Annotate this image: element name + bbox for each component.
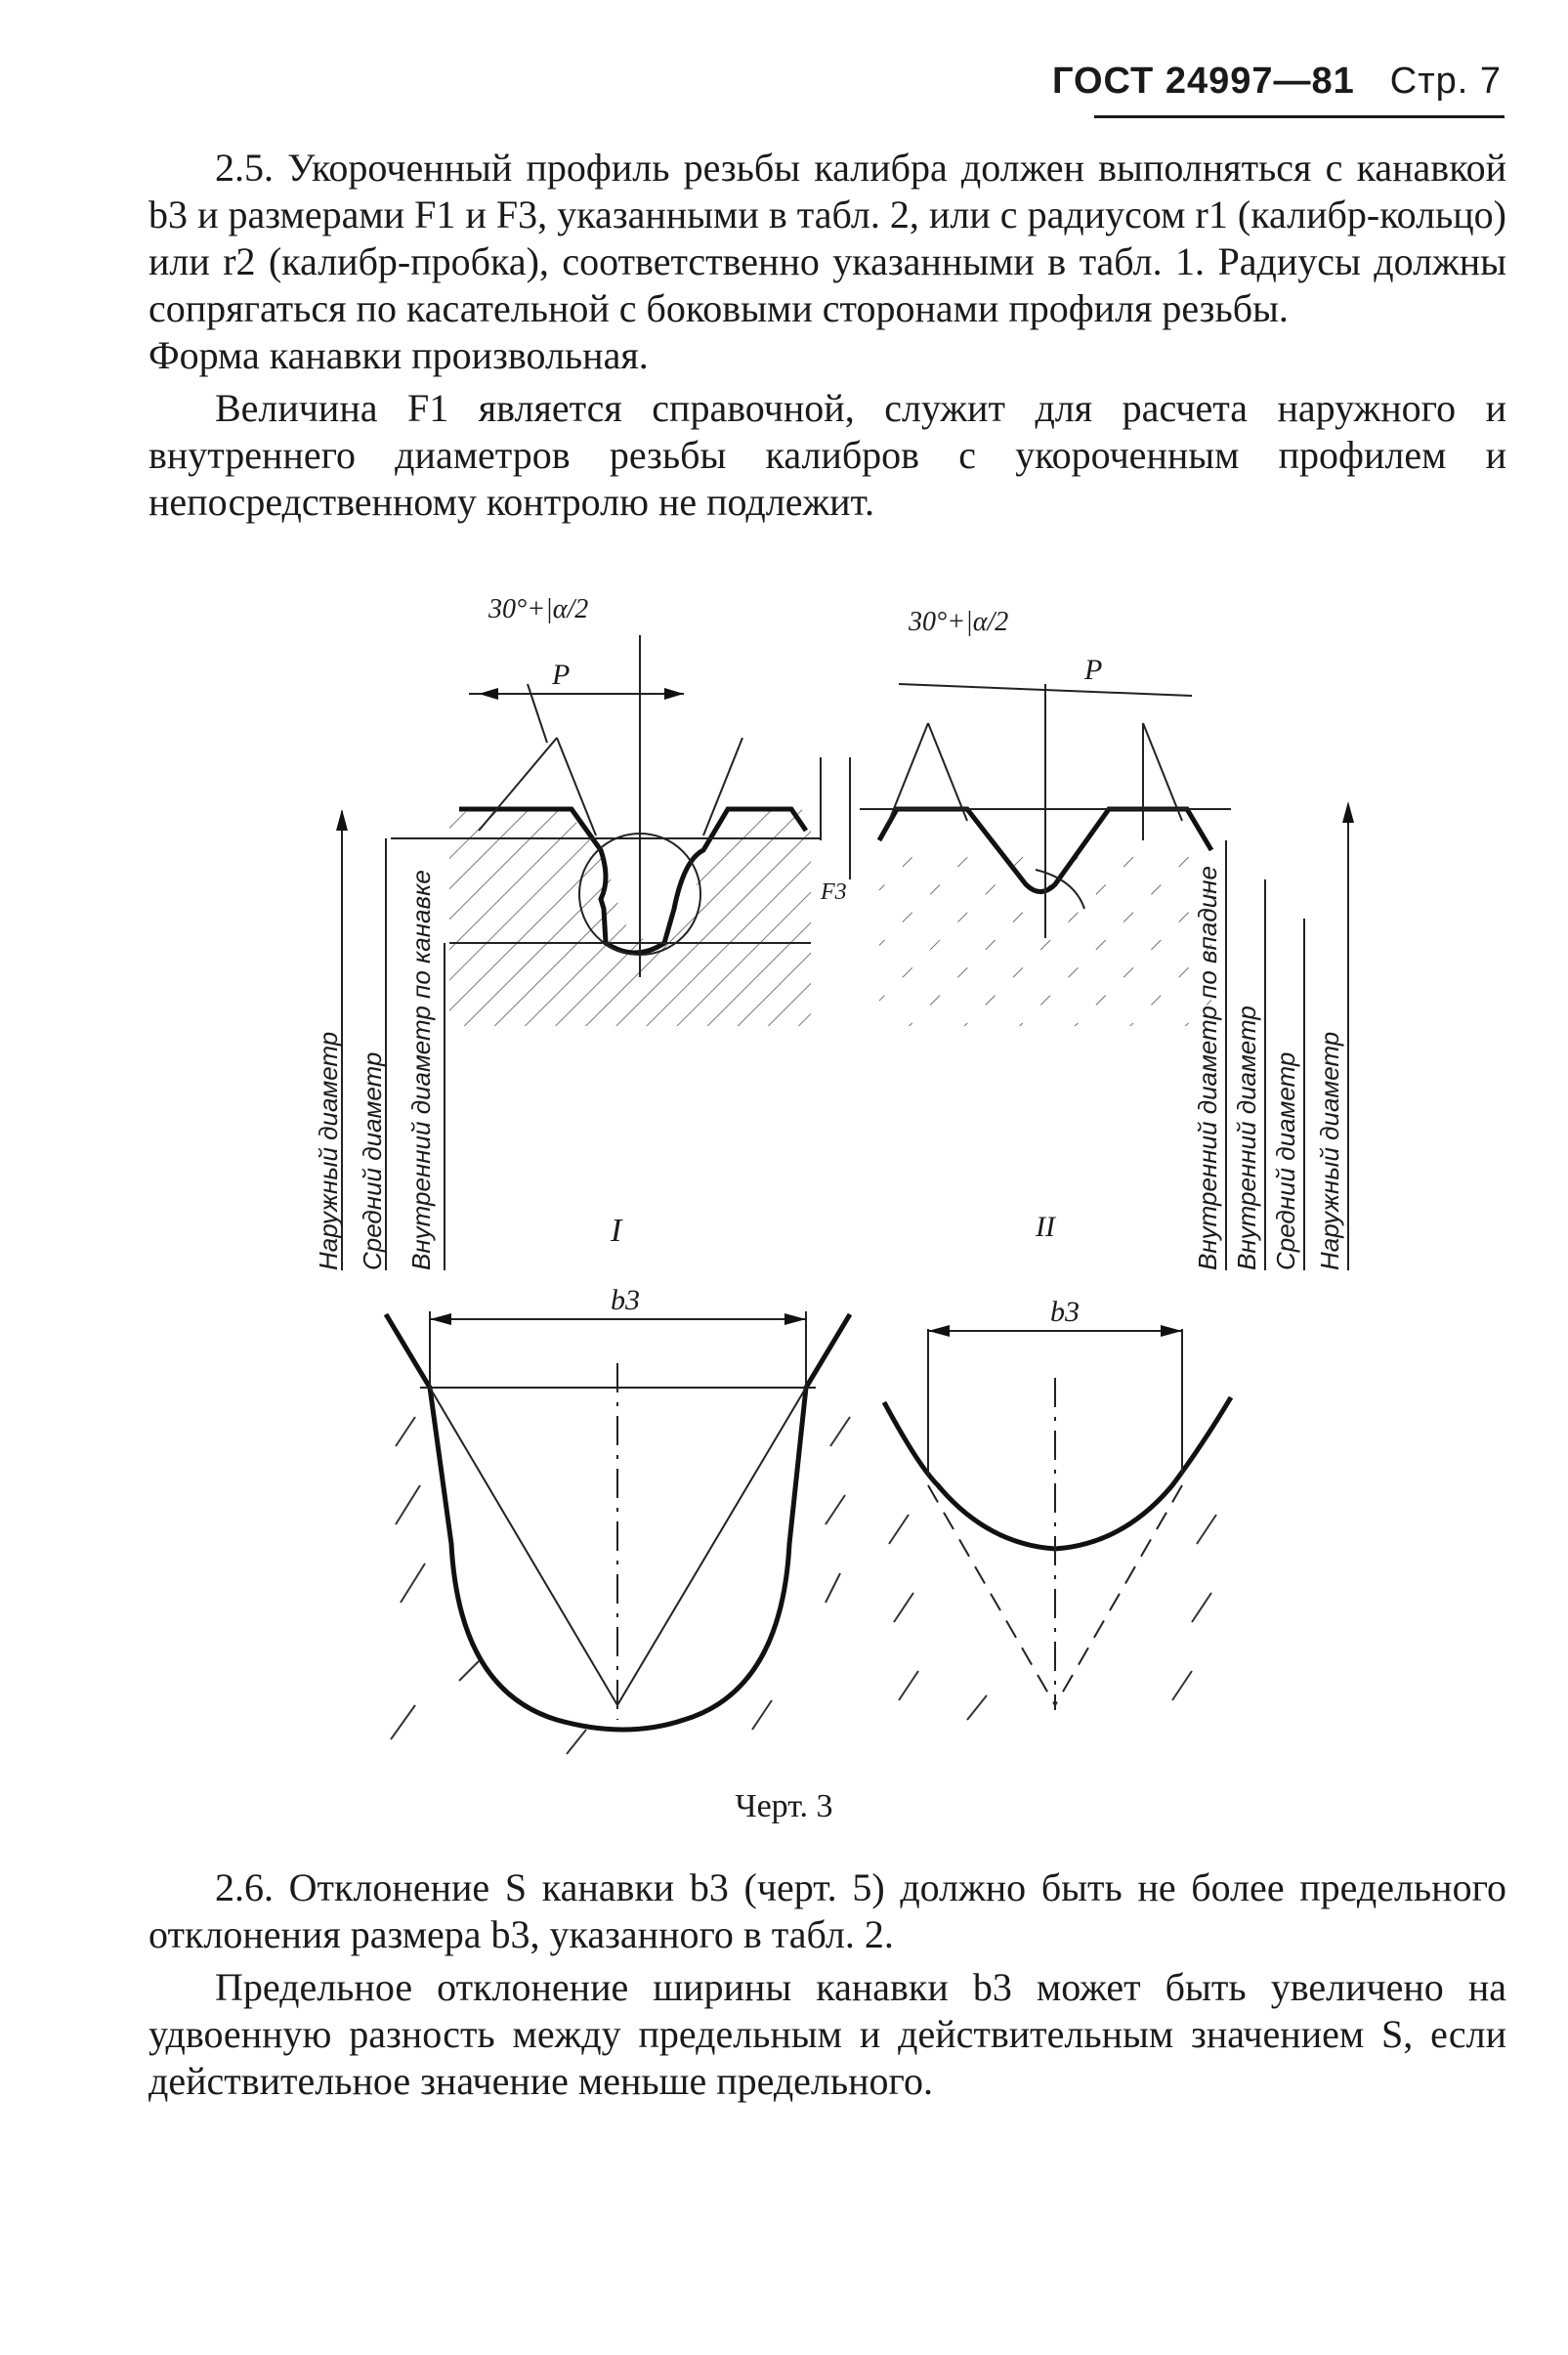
profile-right bbox=[860, 684, 1231, 1026]
paragraph-2-5: 2.5. Укороченный профиль резьбы калибра должен выполняться с канавкой b3 и размерами F1 и F3, указанными в табл. 2, или с радиусом r1 (калибр-кольцо) или r2 (калибр-пробка), соответственно указанными в табл. 1. Радиусы должны сопрягаться по касательной с боковыми сторонами профиля резьбы. bbox=[148, 146, 1506, 330]
label-inner-diameter-root: Внутренний диаметр по впадине bbox=[1193, 866, 1222, 1270]
label-pitch-diameter-left: Средний диаметр bbox=[358, 1051, 387, 1270]
pitch-label-right: P bbox=[1084, 654, 1103, 686]
dimension-b3-right: b3 bbox=[1050, 1296, 1080, 1328]
paragraph-groove-form: Форма канавки произвольная. bbox=[148, 333, 649, 377]
view-label-i: I bbox=[611, 1213, 622, 1249]
paragraph-groove-tolerance: Предельное отклонение ширины канавки b3 может быть увеличено на удвоенную разность между предельным и действительным значением S, если действительное значение меньше предельного. bbox=[148, 1965, 1506, 2103]
text-block-bottom bbox=[148, 1864, 1506, 2105]
standard-number: ГОСТ 24997—81 bbox=[1051, 61, 1355, 102]
dimension-f-label: F3 bbox=[821, 879, 847, 905]
dimension-b3-left: b3 bbox=[611, 1284, 640, 1316]
paragraph-2-6: 2.6. Отклонение S канавки b3 (черт. 5) должно быть не более предельного отклонения размера b3, указанного в табл. 2. bbox=[148, 1865, 1506, 1956]
paragraph-f1: Величина F1 является справочной, служит для расчета наружного и внутреннего диаметров резьбы калибров с укороченным профилем и непосредственному контролю не подлежит. bbox=[148, 386, 1506, 524]
angle-label-left: 30°+|α/2 bbox=[488, 594, 589, 624]
angle-label-right: 30°+|α/2 bbox=[909, 607, 1009, 637]
view-label-ii: II bbox=[1036, 1211, 1055, 1243]
figure-caption: Черт. 3 bbox=[735, 1788, 833, 1824]
profile-left bbox=[391, 635, 850, 1026]
label-outer-diameter-right: Наружный диаметр bbox=[1315, 1031, 1344, 1270]
detail-groove-left bbox=[386, 1311, 850, 1754]
pitch-label-left: P bbox=[552, 659, 571, 691]
label-inner-diameter-groove: Внутренний диаметр по канавке bbox=[406, 870, 436, 1270]
label-pitch-diameter-right: Средний диаметр bbox=[1271, 1051, 1300, 1270]
label-outer-diameter-left: Наружный диаметр bbox=[314, 1031, 343, 1270]
label-inner-diameter-right: Внутренний диаметр bbox=[1232, 1006, 1261, 1270]
page-number: Стр. 7 bbox=[1389, 61, 1502, 102]
detail-groove-right bbox=[884, 1325, 1231, 1720]
